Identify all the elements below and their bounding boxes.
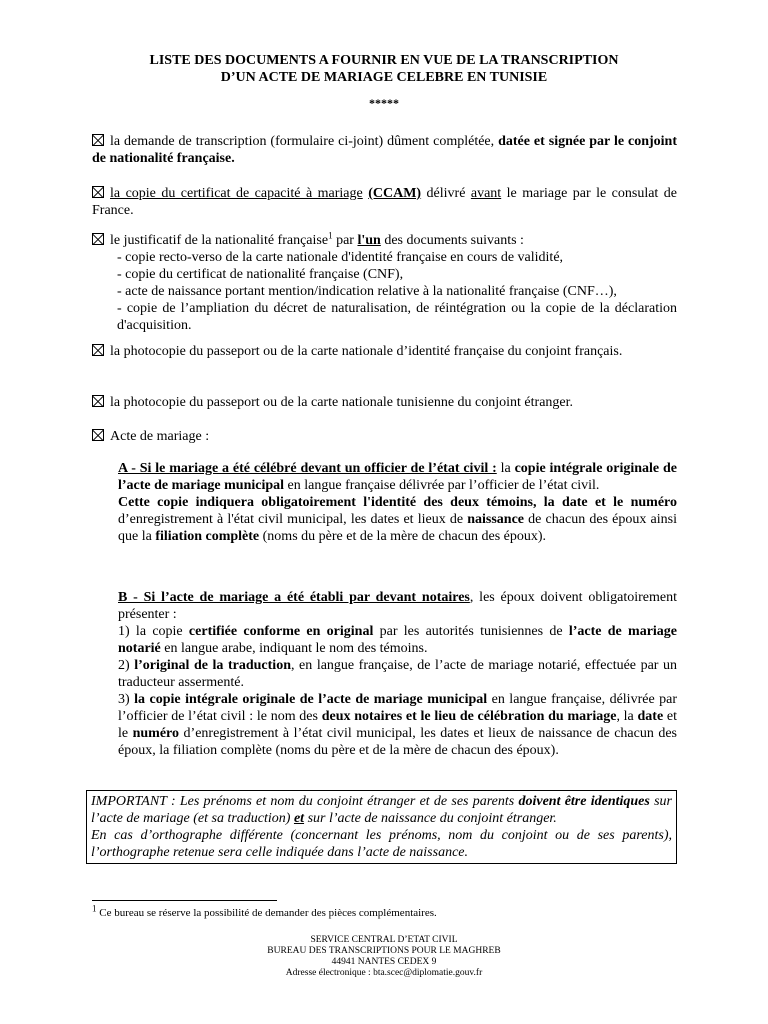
title-separator: *****	[369, 96, 399, 110]
list-item-nationalite: le justificatif de la nationalité française$^1$ par l'un des documents suivants : - copie recto-verso de la carte nationale d'identité française en cours de validité, - copie du certificat de nationalité française (CNF), - acte de naissance portant mention/indication relative à la nationalité française (CNF…), - copie de l’ampliation du décret de naturalisation, de réintégration ou la copie de la déclaration d'acquisition.	[92, 232, 677, 334]
title-line-2: D’UN ACTE DE MARIAGE CELEBRE EN TUNISIE	[220, 70, 548, 85]
list-item-passeport-francais: la photocopie du passeport ou de la carte nationale d’identité française du conjoint français.	[92, 343, 677, 360]
list-item-ccam: la copie du certificat de capacité à mariage (CCAM) délivré avant le mariage par le consulat de France.	[92, 186, 677, 218]
checked-box-icon	[92, 395, 104, 407]
checked-box-icon	[92, 186, 104, 198]
document-title	[90, 52, 678, 86]
sub-item: - copie de l’ampliation du décret de naturalisation, de réintégration ou la copie de la déclaration d'acquisition.	[117, 301, 677, 333]
footer-bureau: BUREAU DES TRANSCRIPTIONS POUR LE MAGHREB	[267, 946, 501, 956]
checked-box-icon	[92, 233, 104, 245]
checked-box-icon	[92, 344, 104, 356]
section-b-heading: B - Si l’acte de mariage a été établi par devant notaires	[118, 590, 470, 605]
footnote-divider	[92, 900, 277, 901]
list-item-acte-mariage: Acte de mariage :	[92, 428, 677, 445]
checked-box-icon	[92, 429, 104, 441]
checked-box-icon	[92, 134, 104, 146]
sub-item: - acte de naissance portant mention/indication relative à la nationalité française (CNF…),	[117, 284, 617, 299]
section-b: B - Si l’acte de mariage a été établi par devant notaires, les époux doivent obligatoirement présenter : 1) la copie certifiée conforme en original par les autorités tunisiennes de l’acte de mariage notarié en langue arabe, indiquant le nom des témoins. 2) l’original de la traduction, en langue française, de l’acte de mariage notarié, effectuée par un traducteur assermenté. 3) la copie intégrale originale de l’acte de mariage municipal en langue française, délivrée par l’officier de l’état civil : le nom des deux notaires et le lieu de célébration du mariage, la date et le numéro d’enregistrement à l’état civil municipal, les dates et lieux de naissance de chacun des époux, la filiation complète (noms du père et de la mère de chacun des époux).	[118, 590, 678, 758]
sub-item: - copie recto-verso de la carte nationale d'identité française en cours de validité,	[117, 250, 564, 265]
sub-item: - copie du certificat de nationalité française (CNF),	[117, 267, 404, 282]
section-a-heading: A - Si le mariage a été célébré devant un officier de l’état civil :	[118, 461, 497, 476]
footnote-ref: 1	[328, 230, 333, 241]
footnote: $^1$ Ce bureau se réserve la possibilité de demander des pièces complémentaires.	[92, 903, 437, 919]
list-item-demande: la demande de transcription (formulaire ci-joint) dûment complétée, datée et signée par le conjoint de nationalité française.	[92, 134, 678, 166]
footer-email: Adresse électronique : bta.scec@diplomatie.gouv.fr	[285, 968, 483, 978]
title-line-1: LISTE DES DOCUMENTS A FOURNIR EN VUE DE LA TRANSCRIPTION	[149, 53, 619, 68]
footer-service: SERVICE CENTRAL D’ETAT CIVIL	[310, 935, 458, 945]
list-item-passeport-tunisien: la photocopie du passeport ou de la carte nationale tunisienne du conjoint étranger.	[92, 394, 677, 411]
page-footer	[180, 935, 588, 979]
important-notice-box: IMPORTANT : Les prénoms et nom du conjoint étranger et de ses parents doivent être identiques sur l’acte de mariage (et sa traduction) et sur l’acte de naissance du conjoint étranger. En cas d’orthographe différente (concernant les prénoms, nom du conjoint ou de ses parents), l’orthographe retenue sera celle indiquée dans l’acte de naissance.	[86, 790, 677, 864]
footer-address: 44941 NANTES CEDEX 9	[331, 957, 437, 967]
section-a: A - Si le mariage a été célébré devant un officier de l’état civil : la copie intégrale originale de l’acte de mariage municipal en langue française délivrée par l’officier de l’état civil. Cette copie indiquera obligatoirement l'identité des deux témoins, la date et le numéro d’enregistrement à l'état civil municipal, les dates et lieux de naissance de chacun des époux ainsi que la filiation complète (noms du père et de la mère de chacun des époux).	[118, 461, 678, 544]
